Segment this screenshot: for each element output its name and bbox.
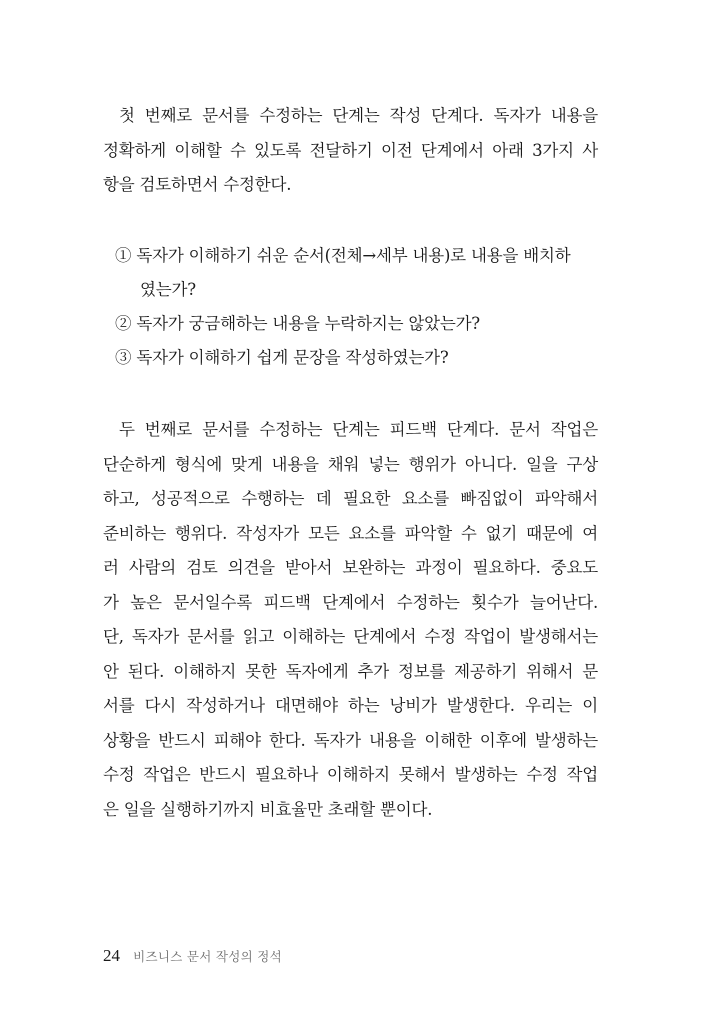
checklist-item xyxy=(115,341,598,375)
paragraph-line: 서를 다시 작성하거나 대면해야 하는 낭비가 발생한다. 우리는 이 xyxy=(103,696,598,715)
paragraph-feedback-stage xyxy=(103,413,598,827)
paragraph-line: 단, 독자가 문서를 읽고 이해하는 단계에서 수정 작업이 발생해서는 xyxy=(103,627,598,646)
paragraph-line: 준비하는 행위다. 작성자가 모든 요소를 파악할 수 없기 때문에 여 xyxy=(103,523,598,543)
checklist-item xyxy=(115,239,598,307)
review-checklist xyxy=(115,239,598,375)
paragraph-line: 두 번째로 문서를 수정하는 단계는 피드백 단계다. 문서 작업은 xyxy=(119,420,598,439)
paragraph-line: 가 높은 문서일수록 피드백 단계에서 수정하는 횟수가 늘어난다. xyxy=(103,592,598,612)
paragraph-line: 안 된다. 이해하지 못한 독자에게 추가 정보를 제공하기 위해서 문 xyxy=(103,661,598,681)
page-number: 24 xyxy=(103,946,120,965)
page-footer xyxy=(103,946,282,970)
checklist-item-line: ② 독자가 궁금해하는 내용을 누락하지는 않았는가? xyxy=(115,314,480,333)
checklist-item-line: ③ 독자가 이해하기 쉽게 문장을 작성하였는가? xyxy=(115,348,449,367)
running-book-title: 비즈니스 문서 작성의 정석 xyxy=(133,949,283,964)
paragraph-line: 상황을 반드시 피해야 한다. 독자가 내용을 이해한 이후에 발생하는 xyxy=(103,730,598,750)
paragraph-line: 정확하게 이해할 수 있도록 전달하기 이전 단계에서 아래 3가지 사 xyxy=(103,140,598,160)
paragraph-line: 은 일을 실행하기까지 비효율만 초래할 뿐이다. xyxy=(103,799,433,819)
checklist-item-line: ① 독자가 이해하기 쉬운 순서(전체→세부 내용)로 내용을 배치하 xyxy=(115,246,571,265)
paragraph-line: 첫 번째로 문서를 수정하는 단계는 작성 단계다. 독자가 내용을 xyxy=(119,106,598,125)
paragraph-line: 수정 작업은 반드시 필요하나 이해하지 못해서 발생하는 수정 작업 xyxy=(103,765,598,784)
checklist-item xyxy=(115,307,598,341)
paragraph-writing-stage xyxy=(103,99,598,203)
paragraph-line: 단순하게 형식에 맞게 내용을 채워 넣는 행위가 아니다. 일을 구상 xyxy=(103,454,598,474)
paragraph-line: 하고, 성공적으로 수행하는 데 필요한 요소를 빠짐없이 파악해서 xyxy=(103,489,598,508)
paragraph-line: 러 사람의 검토 의견을 받아서 보완하는 과정이 필요하다. 중요도 xyxy=(103,558,598,577)
paragraph-line: 항을 검토하면서 수정한다. xyxy=(103,175,292,194)
checklist-item-line: 였는가? xyxy=(140,280,196,299)
